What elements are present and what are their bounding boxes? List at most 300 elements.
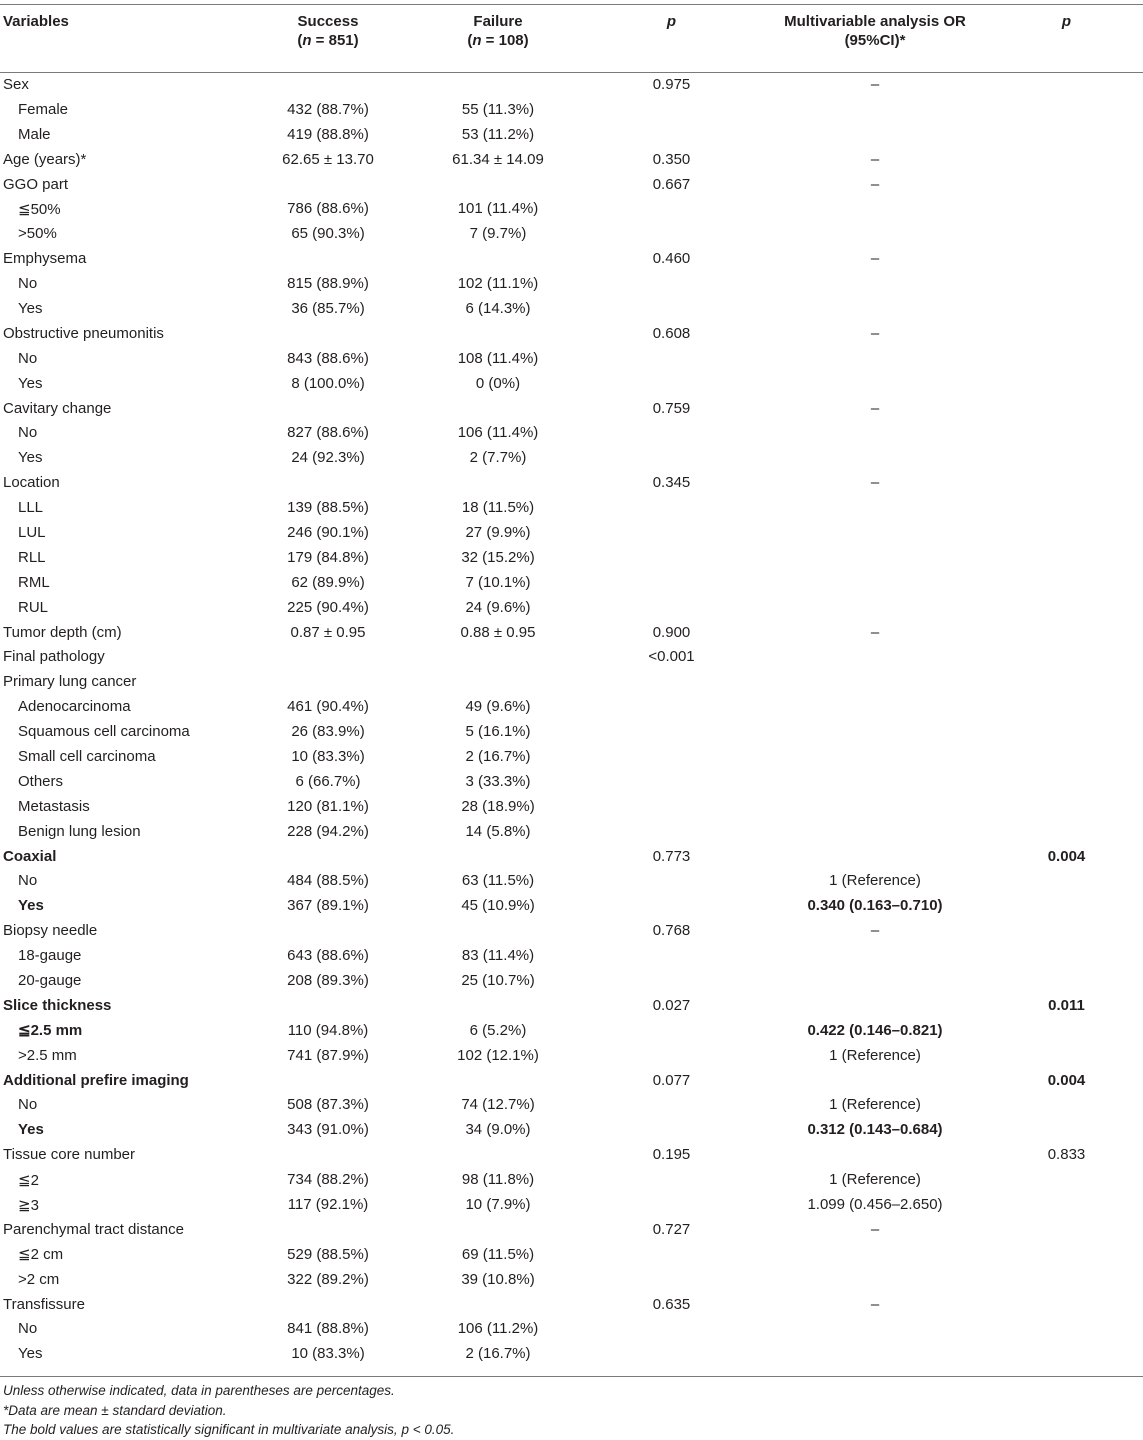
cell-or: [760, 196, 990, 221]
cell-p: [583, 371, 760, 396]
cell-variable: >2.5 mm: [18, 1046, 77, 1064]
cell-success: 841 (88.8%): [287, 1320, 369, 1338]
cell-success: 10 (83.3%): [291, 1345, 365, 1363]
cell-or: –: [870, 399, 880, 417]
cell-or: [760, 844, 990, 869]
cell-success: 419 (88.8%): [287, 125, 369, 143]
cell-failure: 0 (0%): [475, 374, 521, 392]
cell-success: 179 (84.8%): [287, 548, 369, 566]
cell-or: [760, 1267, 990, 1292]
header-row: [0, 5, 1143, 72]
table-row: [0, 869, 1143, 894]
cell-p-multivariable: 0.011: [1048, 996, 1085, 1014]
cell-p-multivariable: [990, 1018, 1143, 1043]
table-row: [0, 719, 1143, 744]
cell-failure: 5 (16.1%): [465, 723, 531, 741]
table-row: [0, 296, 1143, 321]
cell-success: 367 (89.1%): [287, 897, 369, 915]
cell-or: –: [870, 324, 880, 342]
table-row: [0, 1292, 1143, 1317]
cell-variable: ≧3: [18, 1196, 39, 1214]
cell-p: <0.001: [648, 648, 695, 666]
cell-p-multivariable: [990, 1292, 1143, 1317]
cell-success: 10 (83.3%): [291, 747, 365, 765]
cell-or: –: [870, 250, 880, 268]
cell-p: [583, 669, 760, 694]
cell-p: [583, 296, 760, 321]
cell-p-multivariable: [990, 72, 1143, 97]
header-p: [583, 5, 760, 72]
cell-p-multivariable: [990, 495, 1143, 520]
cell-variable: Transfissure: [3, 1295, 85, 1313]
table-row: [0, 744, 1143, 769]
cell-failure: 98 (11.8%): [461, 1171, 535, 1189]
cell-variable: 18-gauge: [18, 947, 82, 965]
cell-or: [760, 669, 990, 694]
cell-success: 8 (100.0%): [291, 374, 365, 392]
cell-variable: ≦50%: [18, 200, 61, 218]
cell-variable: Cavitary change: [3, 399, 112, 417]
cell-success: 529 (88.5%): [287, 1245, 369, 1263]
cell-or: [760, 943, 990, 968]
table-row: [0, 172, 1143, 197]
cell-variable: Yes: [18, 299, 43, 317]
table-row: [0, 97, 1143, 122]
footnote-1: Unless otherwise indicated, data in parentheses are percentages.: [3, 1383, 395, 1398]
cell-success: [243, 246, 413, 271]
cell-success: 62.65 ± 13.70: [282, 150, 374, 168]
cell-success: 461 (90.4%): [287, 698, 369, 716]
cell-variable: ≦2.5 mm: [18, 1022, 83, 1040]
cell-failure: 3 (33.3%): [465, 772, 531, 790]
cell-failure: 34 (9.0%): [465, 1121, 531, 1139]
cell-success: 110 (94.8%): [287, 1021, 369, 1039]
table-row: [0, 1043, 1143, 1068]
table-row: [0, 1068, 1143, 1093]
cell-success: [243, 669, 413, 694]
cell-success: 508 (87.3%): [287, 1096, 369, 1114]
cell-or: 1.099 (0.456–2.650): [807, 1196, 943, 1214]
table-row: [0, 371, 1143, 396]
cell-p-multivariable: 0.833: [1047, 1146, 1086, 1164]
cell-or: 1 (Reference): [829, 872, 921, 890]
cell-or: [760, 794, 990, 819]
cell-failure: [413, 1142, 583, 1167]
cell-success: 117 (92.1%): [287, 1196, 369, 1214]
table-row: [0, 221, 1143, 246]
cell-variable: LLL: [18, 499, 44, 517]
cell-variable: No: [18, 1096, 38, 1114]
cell-variable: Adenocarcinoma: [18, 698, 131, 716]
cell-variable: Tumor depth (cm): [3, 623, 122, 641]
cell-or: [760, 644, 990, 669]
cell-or: 0.312 (0.143–0.684): [807, 1121, 943, 1139]
cell-success: 139 (88.5%): [287, 499, 369, 517]
cell-p-multivariable: [990, 445, 1143, 470]
cell-variable: ≦2 cm: [18, 1246, 64, 1264]
cell-success: 26 (83.9%): [291, 723, 365, 741]
cell-p-multivariable: [990, 196, 1143, 221]
cell-failure: 55 (11.3%): [461, 100, 535, 118]
cell-or: [760, 1341, 990, 1366]
cell-p-multivariable: [990, 147, 1143, 172]
cell-or: 0.422 (0.146–0.821): [807, 1021, 943, 1039]
cell-variable: No: [18, 1320, 38, 1338]
cell-or: 0.340 (0.163–0.710): [807, 897, 943, 915]
cell-p: 0.900: [652, 623, 691, 641]
header-p-multivariable: [990, 5, 1143, 72]
cell-or: –: [870, 175, 880, 193]
table-row: [0, 644, 1143, 669]
cell-failure: [413, 1292, 583, 1317]
cell-variable: Coaxial: [3, 847, 57, 865]
cell-or: [760, 993, 990, 1018]
cell-p-multivariable: [990, 595, 1143, 620]
cell-or: –: [870, 474, 880, 492]
cell-variable: Tissue core number: [3, 1146, 135, 1164]
table-row: [0, 396, 1143, 421]
table-row: [0, 844, 1143, 869]
table-body: [0, 72, 1143, 1366]
cell-p: 0.460: [652, 250, 691, 268]
cell-p: [583, 420, 760, 445]
cell-or: [760, 122, 990, 147]
cell-p: [583, 97, 760, 122]
cell-variable: GGO part: [3, 175, 69, 193]
cell-success: 786 (88.6%): [287, 200, 369, 218]
cell-variable: Others: [18, 772, 64, 790]
cell-success: 432 (88.7%): [287, 100, 369, 118]
cell-success: 246 (90.1%): [287, 523, 369, 541]
cell-p-multivariable: [990, 1317, 1143, 1342]
cell-success: 65 (90.3%): [291, 225, 365, 243]
cell-p-multivariable: [990, 420, 1143, 445]
table-row: [0, 321, 1143, 346]
cell-p-multivariable: [990, 346, 1143, 371]
cell-variable: No: [18, 424, 38, 442]
cell-p-multivariable: [990, 545, 1143, 570]
header-multivariable: [760, 5, 990, 72]
cell-success: 643 (88.6%): [287, 947, 369, 965]
cell-or: [760, 271, 990, 296]
cell-or: [760, 495, 990, 520]
cell-p: 0.608: [652, 324, 691, 342]
cell-variable: Benign lung lesion: [18, 822, 141, 840]
cell-p: 0.195: [652, 1146, 691, 1164]
cell-p: [583, 520, 760, 545]
cell-failure: 61.34 ± 14.09: [452, 150, 544, 168]
table-row: [0, 520, 1143, 545]
cell-p-multivariable: [990, 321, 1143, 346]
cell-failure: [413, 669, 583, 694]
header-p-text: p: [666, 13, 677, 30]
cell-variable: >50%: [18, 225, 57, 243]
cell-failure: 2 (16.7%): [465, 1345, 531, 1363]
cell-failure: 106 (11.2%): [457, 1320, 539, 1338]
cell-p-multivariable: [990, 122, 1143, 147]
cell-p: [583, 794, 760, 819]
cell-success: [243, 918, 413, 943]
cell-p: [583, 196, 760, 221]
cell-p: [583, 1317, 760, 1342]
cell-p: 0.759: [652, 399, 691, 417]
cell-or: [760, 1242, 990, 1267]
table-row: [0, 470, 1143, 495]
cell-p: 0.727: [652, 1220, 691, 1238]
table-row: [0, 1117, 1143, 1142]
cell-p-multivariable: [990, 869, 1143, 894]
cell-variable: Biopsy needle: [3, 922, 98, 940]
cell-failure: [413, 396, 583, 421]
header-failure: [413, 5, 583, 72]
cell-variable: RUL: [18, 598, 49, 616]
cell-or: [760, 296, 990, 321]
cell-success: 484 (88.5%): [287, 872, 369, 890]
cell-failure: 83 (11.4%): [461, 947, 535, 965]
table-row: [0, 346, 1143, 371]
cell-p: [583, 1093, 760, 1118]
table-row: [0, 968, 1143, 993]
cell-variable: Squamous cell carcinoma: [18, 723, 190, 741]
cell-or: [760, 1068, 990, 1093]
cell-failure: 24 (9.6%): [465, 598, 531, 616]
cell-failure: 14 (5.8%): [465, 822, 531, 840]
cell-failure: 0.88 ± 0.95: [460, 623, 536, 641]
cell-failure: 10 (7.9%): [465, 1196, 531, 1214]
table-row: [0, 196, 1143, 221]
table-row: [0, 769, 1143, 794]
table-row: [0, 918, 1143, 943]
cell-or: –: [870, 75, 880, 93]
cell-failure: 102 (12.1%): [457, 1046, 539, 1064]
cell-failure: [413, 470, 583, 495]
cell-or: [760, 570, 990, 595]
cell-p-multivariable: [990, 644, 1143, 669]
cell-failure: 27 (9.9%): [465, 523, 531, 541]
cell-failure: 106 (11.4%): [457, 424, 539, 442]
cell-variable: Final pathology: [3, 648, 105, 666]
cell-p-multivariable: [990, 669, 1143, 694]
table-row: [0, 1217, 1143, 1242]
header-variables: Variables: [3, 13, 69, 30]
cell-success: 843 (88.6%): [287, 349, 369, 367]
cell-variable: Yes: [18, 374, 43, 392]
cell-or: [760, 1142, 990, 1167]
table-row: [0, 1267, 1143, 1292]
cell-p-multivariable: [990, 520, 1143, 545]
cell-or: [760, 371, 990, 396]
table-row: [0, 1093, 1143, 1118]
cell-p-multivariable: [990, 794, 1143, 819]
cell-success: [243, 172, 413, 197]
cell-variable: Age (years)*: [3, 150, 87, 168]
cell-p-multivariable: [990, 1192, 1143, 1217]
cell-p-multivariable: [990, 1093, 1143, 1118]
cell-p-multivariable: [990, 1043, 1143, 1068]
cell-failure: 101 (11.4%): [457, 200, 539, 218]
cell-or: [760, 719, 990, 744]
cell-success: 343 (91.0%): [287, 1121, 369, 1139]
cell-or: –: [870, 922, 880, 940]
cell-failure: [413, 1217, 583, 1242]
cell-success: 815 (88.9%): [287, 275, 369, 293]
cell-p: 0.667: [652, 175, 691, 193]
cell-variable: Yes: [18, 449, 43, 467]
cell-p-multivariable: [990, 694, 1143, 719]
cell-failure: [413, 172, 583, 197]
cell-p-multivariable: [990, 172, 1143, 197]
cell-p-multivariable: [990, 1242, 1143, 1267]
cell-p: [583, 595, 760, 620]
cell-failure: 45 (10.9%): [461, 897, 535, 915]
cell-failure: 7 (10.1%): [465, 573, 531, 591]
results-table: [0, 5, 1143, 1366]
cell-p-multivariable: [990, 1217, 1143, 1242]
cell-p-multivariable: [990, 97, 1143, 122]
cell-p-multivariable: [990, 271, 1143, 296]
cell-failure: [413, 918, 583, 943]
cell-p-multivariable: [990, 769, 1143, 794]
cell-variable: Sex: [3, 75, 29, 93]
cell-failure: [413, 993, 583, 1018]
table-row: [0, 794, 1143, 819]
cell-p: [583, 1018, 760, 1043]
cell-or: –: [870, 623, 880, 641]
cell-failure: [413, 246, 583, 271]
table-row: [0, 246, 1143, 271]
cell-success: 827 (88.6%): [287, 424, 369, 442]
cell-variable: RLL: [18, 548, 46, 566]
table-row: [0, 495, 1143, 520]
footnotes: [3, 1381, 454, 1440]
cell-p: [583, 1167, 760, 1192]
cell-failure: [413, 72, 583, 97]
cell-success: 120 (81.1%): [287, 797, 369, 815]
cell-p: 0.975: [652, 75, 691, 93]
cell-or: [760, 744, 990, 769]
cell-p-multivariable: [990, 1341, 1143, 1366]
cell-p: [583, 445, 760, 470]
table-row: [0, 595, 1143, 620]
cell-p-multivariable: 0.004: [1047, 1071, 1086, 1089]
cell-p-multivariable: [990, 893, 1143, 918]
cell-variable: Parenchymal tract distance: [3, 1220, 184, 1238]
cell-failure: [413, 1068, 583, 1093]
cell-or: 1 (Reference): [829, 1096, 921, 1114]
header-failure-n: (n = 108): [467, 32, 529, 49]
table-row: [0, 819, 1143, 844]
cell-success: 322 (89.2%): [287, 1270, 369, 1288]
cell-p: [583, 570, 760, 595]
cell-success: 208 (89.3%): [287, 972, 369, 989]
cell-p: [583, 1242, 760, 1267]
header-success: [243, 5, 413, 72]
cell-failure: [413, 844, 583, 869]
table-row: [0, 271, 1143, 296]
cell-or: [760, 595, 990, 620]
cell-p-multivariable: [990, 620, 1143, 645]
cell-variable: Female: [18, 100, 69, 118]
cell-variable: RML: [18, 573, 50, 591]
footnote-3: The bold values are statistically significant in multivariate analysis, p < 0.05.: [3, 1422, 455, 1437]
cell-variable: No: [18, 872, 38, 890]
cell-variable: Yes: [18, 897, 44, 915]
table-row: [0, 72, 1143, 97]
bottom-rule: [0, 1376, 1143, 1377]
cell-p-multivariable: [990, 1267, 1143, 1292]
table-row: [0, 1142, 1143, 1167]
cell-failure: 7 (9.7%): [469, 225, 527, 243]
table-row: [0, 1341, 1143, 1366]
cell-or: [760, 420, 990, 445]
cell-p: [583, 271, 760, 296]
header-multivariable-line2: (95%CI)*: [844, 32, 906, 49]
cell-p-multivariable: [990, 221, 1143, 246]
cell-or: [760, 97, 990, 122]
table-row: [0, 1167, 1143, 1192]
cell-p: [583, 1043, 760, 1068]
table-row: [0, 570, 1143, 595]
cell-variable: Male: [18, 125, 51, 143]
header-failure-label: Failure: [473, 13, 523, 30]
cell-p: [583, 545, 760, 570]
cell-p-multivariable: [990, 371, 1143, 396]
cell-success: 6 (66.7%): [295, 772, 361, 790]
cell-failure: 2 (16.7%): [465, 747, 531, 765]
cell-or: [760, 520, 990, 545]
cell-success: 225 (90.4%): [287, 598, 369, 616]
cell-p: [583, 819, 760, 844]
footnote-2: *Data are mean ± standard deviation.: [3, 1402, 227, 1418]
table-row: [0, 545, 1143, 570]
cell-variable: Slice thickness: [3, 996, 112, 1014]
cell-variable: Emphysema: [3, 250, 87, 268]
cell-p-multivariable: [990, 968, 1143, 993]
cell-p: [583, 1341, 760, 1366]
table-row: [0, 1317, 1143, 1342]
cell-variable: No: [18, 275, 38, 293]
cell-or: [760, 545, 990, 570]
cell-p: [583, 968, 760, 993]
cell-success: 228 (94.2%): [287, 822, 369, 840]
cell-failure: 69 (11.5%): [461, 1245, 535, 1263]
cell-or: [760, 769, 990, 794]
cell-p-multivariable: [990, 570, 1143, 595]
cell-variable: ≦2: [18, 1171, 39, 1189]
cell-success: 62 (89.9%): [291, 573, 365, 591]
cell-p: 0.077: [652, 1071, 691, 1089]
table-row: [0, 1192, 1143, 1217]
cell-variable: Metastasis: [18, 797, 90, 815]
cell-variable: Obstructive pneumonitis: [3, 324, 164, 342]
cell-variable: Additional prefire imaging: [3, 1071, 189, 1089]
cell-failure: 102 (11.1%): [457, 275, 539, 293]
cell-p: [583, 719, 760, 744]
table-row: [0, 1242, 1143, 1267]
cell-success: [243, 1292, 413, 1317]
cell-p: [583, 122, 760, 147]
cell-p: 0.345: [652, 474, 691, 492]
cell-success: [243, 72, 413, 97]
cell-failure: 6 (14.3%): [465, 299, 531, 317]
cell-p-multivariable: 0.004: [1047, 847, 1086, 865]
cell-success: 0.87 ± 0.95: [290, 623, 366, 641]
cell-failure: 74 (12.7%): [461, 1096, 535, 1114]
cell-p: [583, 694, 760, 719]
cell-success: [243, 844, 413, 869]
cell-success: [243, 993, 413, 1018]
cell-p-multivariable: [990, 246, 1143, 271]
